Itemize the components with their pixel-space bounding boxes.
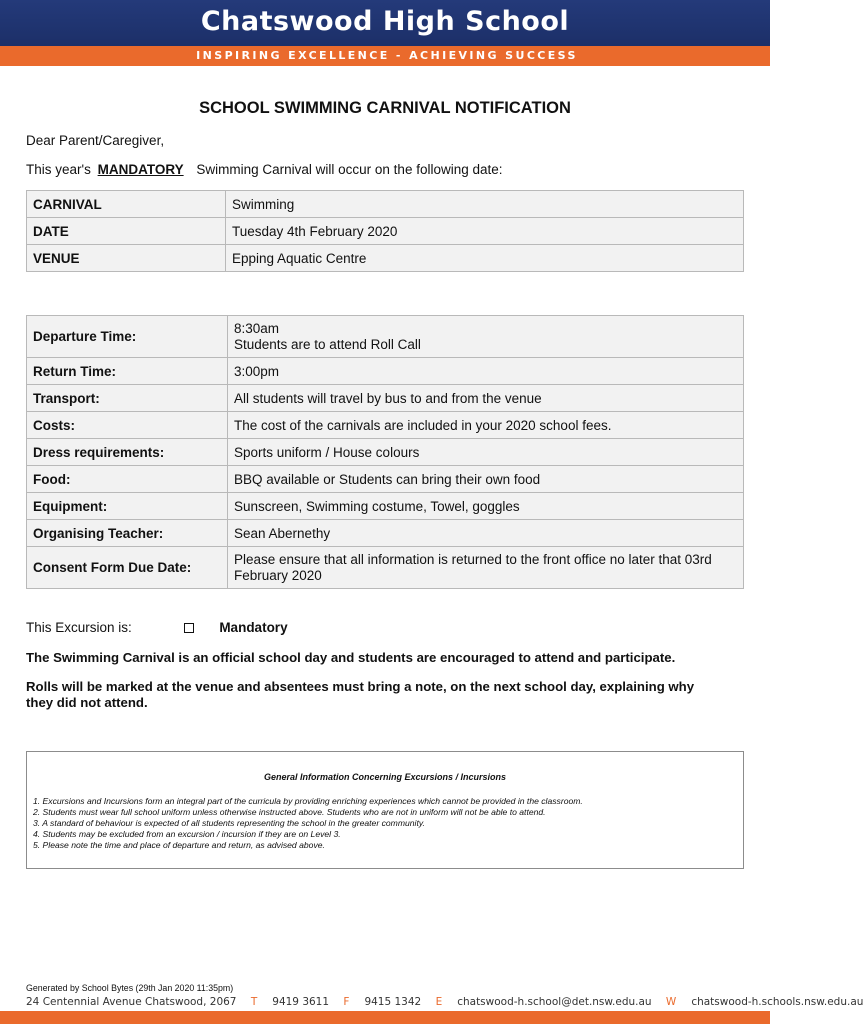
intro-mandatory: MANDATORY: [97, 162, 184, 177]
dress-value: Sports uniform / House colours: [228, 439, 744, 466]
return-time-label: Return Time:: [27, 358, 228, 385]
official-day-paragraph: The Swimming Carnival is an official school day and students are encouraged to attend and participate.: [26, 650, 676, 665]
dress-label: Dress requirements:: [27, 439, 228, 466]
intro-after: Swimming Carnival will occur on the following date:: [196, 162, 503, 177]
departure-time-label: Departure Time:: [27, 316, 228, 358]
table-row: [27, 493, 744, 520]
table-row: [27, 245, 744, 272]
generated-note: Generated by School Bytes (29th Jan 2020 11:35pm): [26, 983, 234, 993]
departure-note: Students are to attend Roll Call: [234, 336, 421, 352]
teacher-value: Sean Abernethy: [228, 520, 744, 547]
table-row: [27, 358, 744, 385]
excursion-label: This Excursion is:: [26, 620, 132, 635]
venue-label: VENUE: [27, 245, 226, 272]
consent-due-line1: Please ensure that all information is returned to the front office no later that 03rd: [234, 551, 712, 567]
list-item: 1. Excursions and Incursions form an integral part of the curricula by providing enriching experiences which cannot be provided in the classroom.: [33, 796, 583, 806]
school-name: Chatswood High School: [200, 6, 570, 37]
food-label: Food:: [27, 466, 228, 493]
empty-checkbox-icon[interactable]: [184, 623, 194, 633]
equipment-value: Sunscreen, Swimming costume, Towel, goggles: [228, 493, 744, 520]
fax-key: F: [343, 996, 350, 1008]
return-time-value: 3:00pm: [228, 358, 744, 385]
footer-address: 24 Centennial Avenue Chatswood, 2067: [26, 996, 237, 1008]
document-title: SCHOOL SWIMMING CARNIVAL NOTIFICATION: [199, 99, 571, 117]
date-label: DATE: [27, 218, 226, 245]
equipment-label: Equipment:: [27, 493, 228, 520]
departure-time: 8:30am: [234, 320, 280, 336]
rolls-paragraph: [26, 679, 746, 711]
table-row: [27, 547, 744, 589]
table-row: [27, 520, 744, 547]
footer-web[interactable]: chatswood-h.schools.nsw.edu.au: [691, 996, 863, 1008]
costs-label: Costs:: [27, 412, 228, 439]
list-item: 2. Students must wear full school uniform unless otherwise instructed above. Students who are not in uniform will not be able to attend.: [33, 807, 546, 817]
date-value: Tuesday 4th February 2020: [226, 218, 744, 245]
excursion-status: [26, 620, 288, 635]
footer-contact: [26, 996, 863, 1008]
consent-due-value: [228, 547, 744, 589]
carnival-value: Swimming: [226, 191, 744, 218]
table-row: [27, 412, 744, 439]
salutation: Dear Parent/Caregiver,: [26, 133, 165, 148]
details-table: [26, 315, 744, 589]
table-row: [27, 316, 744, 358]
table-row: [27, 385, 744, 412]
consent-due-line2: February 2020: [234, 567, 322, 583]
rolls-line-2: they did not attend.: [26, 695, 148, 710]
table-row: [27, 466, 744, 493]
carnival-label: CARNIVAL: [27, 191, 226, 218]
venue-value: Epping Aquatic Centre: [226, 245, 744, 272]
costs-value: The cost of the carnivals are included in your 2020 school fees.: [228, 412, 744, 439]
info-box-title: General Information Concerning Excursions / Incursions: [263, 772, 507, 782]
web-key: W: [665, 996, 677, 1008]
footer-email[interactable]: chatswood-h.school@det.nsw.edu.au: [457, 996, 652, 1008]
table-row: [27, 191, 744, 218]
intro-before: This year's: [26, 162, 91, 177]
consent-due-label: Consent Form Due Date:: [27, 547, 228, 589]
intro-sentence: [26, 162, 503, 177]
event-table: [26, 190, 744, 272]
table-row: [27, 439, 744, 466]
phone-key: T: [250, 996, 258, 1008]
list-item: 5. Please note the time and place of departure and return, as advised above.: [33, 840, 325, 850]
email-key: E: [435, 996, 443, 1008]
footer-bar: [0, 1011, 770, 1024]
departure-time-value: [228, 316, 744, 358]
rolls-line-1: Rolls will be marked at the venue and absentees must bring a note, on the next school day, explaining why: [26, 679, 695, 694]
transport-value: All students will travel by bus to and from the venue: [228, 385, 744, 412]
transport-label: Transport:: [27, 385, 228, 412]
footer-fax: 9415 1342: [364, 996, 422, 1008]
general-info-box: [26, 751, 744, 869]
footer-phone: 9419 3611: [272, 996, 330, 1008]
footer: [0, 994, 863, 1024]
list-item: 4. Students may be excluded from an excursion / incursion if they are on Level 3.: [33, 829, 341, 839]
teacher-label: Organising Teacher:: [27, 520, 228, 547]
food-value: BBQ available or Students can bring their own food: [228, 466, 744, 493]
school-tagline: INSPIRING EXCELLENCE - ACHIEVING SUCCESS: [196, 49, 578, 62]
table-row: [27, 218, 744, 245]
list-item: 3. A standard of behaviour is expected of all students representing the school in the greater community.: [33, 818, 425, 828]
excursion-value: Mandatory: [219, 620, 288, 635]
